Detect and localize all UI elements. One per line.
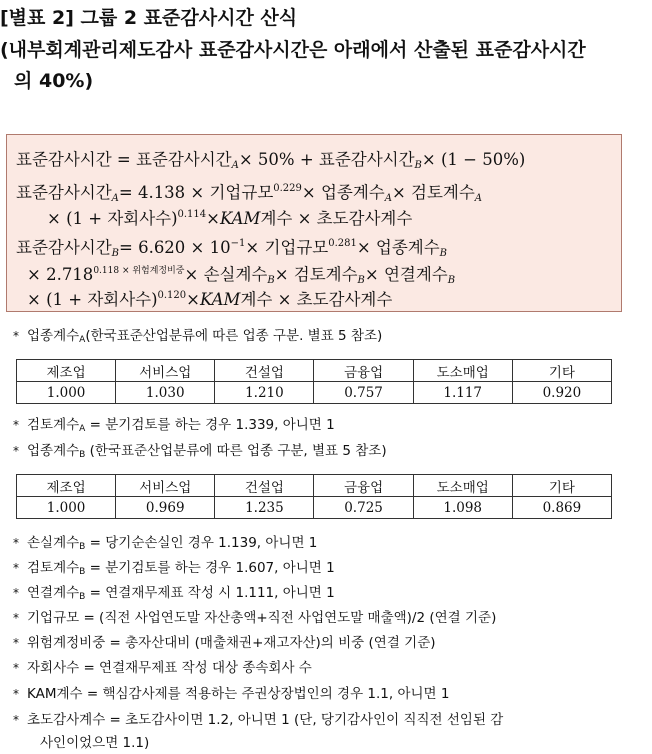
table-cell: 1.235	[215, 497, 314, 519]
table-header-cell: 서비스업	[116, 360, 215, 382]
table-row	[17, 497, 612, 519]
formula-a-line1: 표준감사시간$_A$= 4.138 × 기업규모$^{0.229}$× 업종계수$_A$× 검토계수$_A$	[16, 183, 483, 204]
page-title: [별표 2] 그룹 2 표준감사시간 산식	[0, 7, 298, 29]
table-header-cell: 금융업	[314, 475, 413, 497]
table-header-cell: 건설업	[215, 475, 314, 497]
note-consol-b: * 연결계수$_B$ = 연결재무제표 작성 시 1.111, 아니면 1	[13, 585, 335, 602]
note-subsidiaries: * 자회사수 = 연결재무제표 작성 대상 종속회사 수	[13, 660, 312, 676]
table-header-cell: 서비스업	[116, 475, 215, 497]
table-cell: 0.969	[116, 497, 215, 519]
industry-table-b	[16, 474, 612, 519]
note-review-b: * 검토계수$_B$ = 분기검토를 하는 경우 1.607, 아니면 1	[13, 560, 335, 577]
note-industry-a: * 업종계수$_A$(한국표준산업분류에 따른 업종 구분. 별표 5 참조)	[13, 328, 383, 345]
table-header-cell: 도소매업	[413, 475, 512, 497]
formula-box	[6, 134, 622, 312]
note-review-a: * 검토계수$_A$ = 분기검토를 하는 경우 1.339, 아니면 1	[13, 417, 335, 434]
note-loss-b: * 손실계수$_B$ = 당기순손실인 경우 1.139, 아니면 1	[13, 535, 318, 552]
table-cell: 0.869	[512, 497, 611, 519]
table-header-cell: 건설업	[215, 360, 314, 382]
table-cell: 0.920	[512, 382, 611, 404]
table-cell: 0.725	[314, 497, 413, 519]
formula-a-line2: × (1 + 자회사수)$^{0.114}$×KAM계수 × 초도감사계수	[47, 209, 413, 228]
formula-total: 표준감사시간 = 표준감사시간$_A$× 50% + 표준감사시간$_B$× (1 − 50%)	[16, 150, 526, 171]
note-kam: * KAM계수 = 핵심감사제를 적용하는 주권상장법인의 경우 1.1, 아니면 1	[13, 686, 450, 702]
table-cell: 1.000	[17, 382, 116, 404]
table-row	[17, 382, 612, 404]
page-subtitle: (내부회계관리제도감사 표준감사시간은 아래에서 산출된 표준감사시간	[0, 39, 586, 61]
table-cell: 1.030	[116, 382, 215, 404]
note-risk-ratio: * 위험계정비중 = 총자산대비 (매출채권+재고자산)의 비중 (연결 기준)	[13, 635, 436, 651]
table-header-cell: 기타	[512, 360, 611, 382]
table-header-row	[17, 360, 612, 382]
table-header-row	[17, 475, 612, 497]
table-header-cell: 금융업	[314, 360, 413, 382]
formula-b-line2: × $2.718^{0.118 \times 위험계정비중}\times$ 손실계수$_B$× 검토계수$_B$× 연결계수$_B$	[27, 265, 456, 286]
table-header-cell: 도소매업	[413, 360, 512, 382]
table-cell: 0.757	[314, 382, 413, 404]
table-cell: 1.098	[413, 497, 512, 519]
formula-b-line1: 표준감사시간$_B= 6.620 \times 10^{-1}\times$ 기업규모$^{0.281}$× 업종계수$_B$	[16, 238, 448, 259]
note-initial-audit: * 초도감사계수 = 초도감사이면 1.2, 아니면 1 (단, 당기감사인이 직직전 선임된 감	[13, 712, 504, 728]
table-header-cell: 제조업	[17, 360, 116, 382]
formula-b-line3: × (1 + 자회사수)$^{0.120}$×KAM계수 × 초도감사계수	[27, 290, 393, 309]
table-cell: 1.210	[215, 382, 314, 404]
note-company-size: * 기업규모 = (직전 사업연도말 자산총액+직전 사업연도말 매출액)/2 (연결 기준)	[13, 610, 497, 626]
note-industry-b: * 업종계수$_B$ (한국표준산업분류에 따른 업종 구분, 별표 5 참조)	[13, 443, 387, 460]
table-cell: 1.000	[17, 497, 116, 519]
table-cell: 1.117	[413, 382, 512, 404]
page-subtitle-cont: 의 40%)	[14, 70, 94, 92]
table-header-cell: 기타	[512, 475, 611, 497]
table-header-cell: 제조업	[17, 475, 116, 497]
industry-table-a	[16, 359, 612, 404]
note-initial-audit-cont: 사인이었으면 1.1)	[40, 735, 150, 751]
